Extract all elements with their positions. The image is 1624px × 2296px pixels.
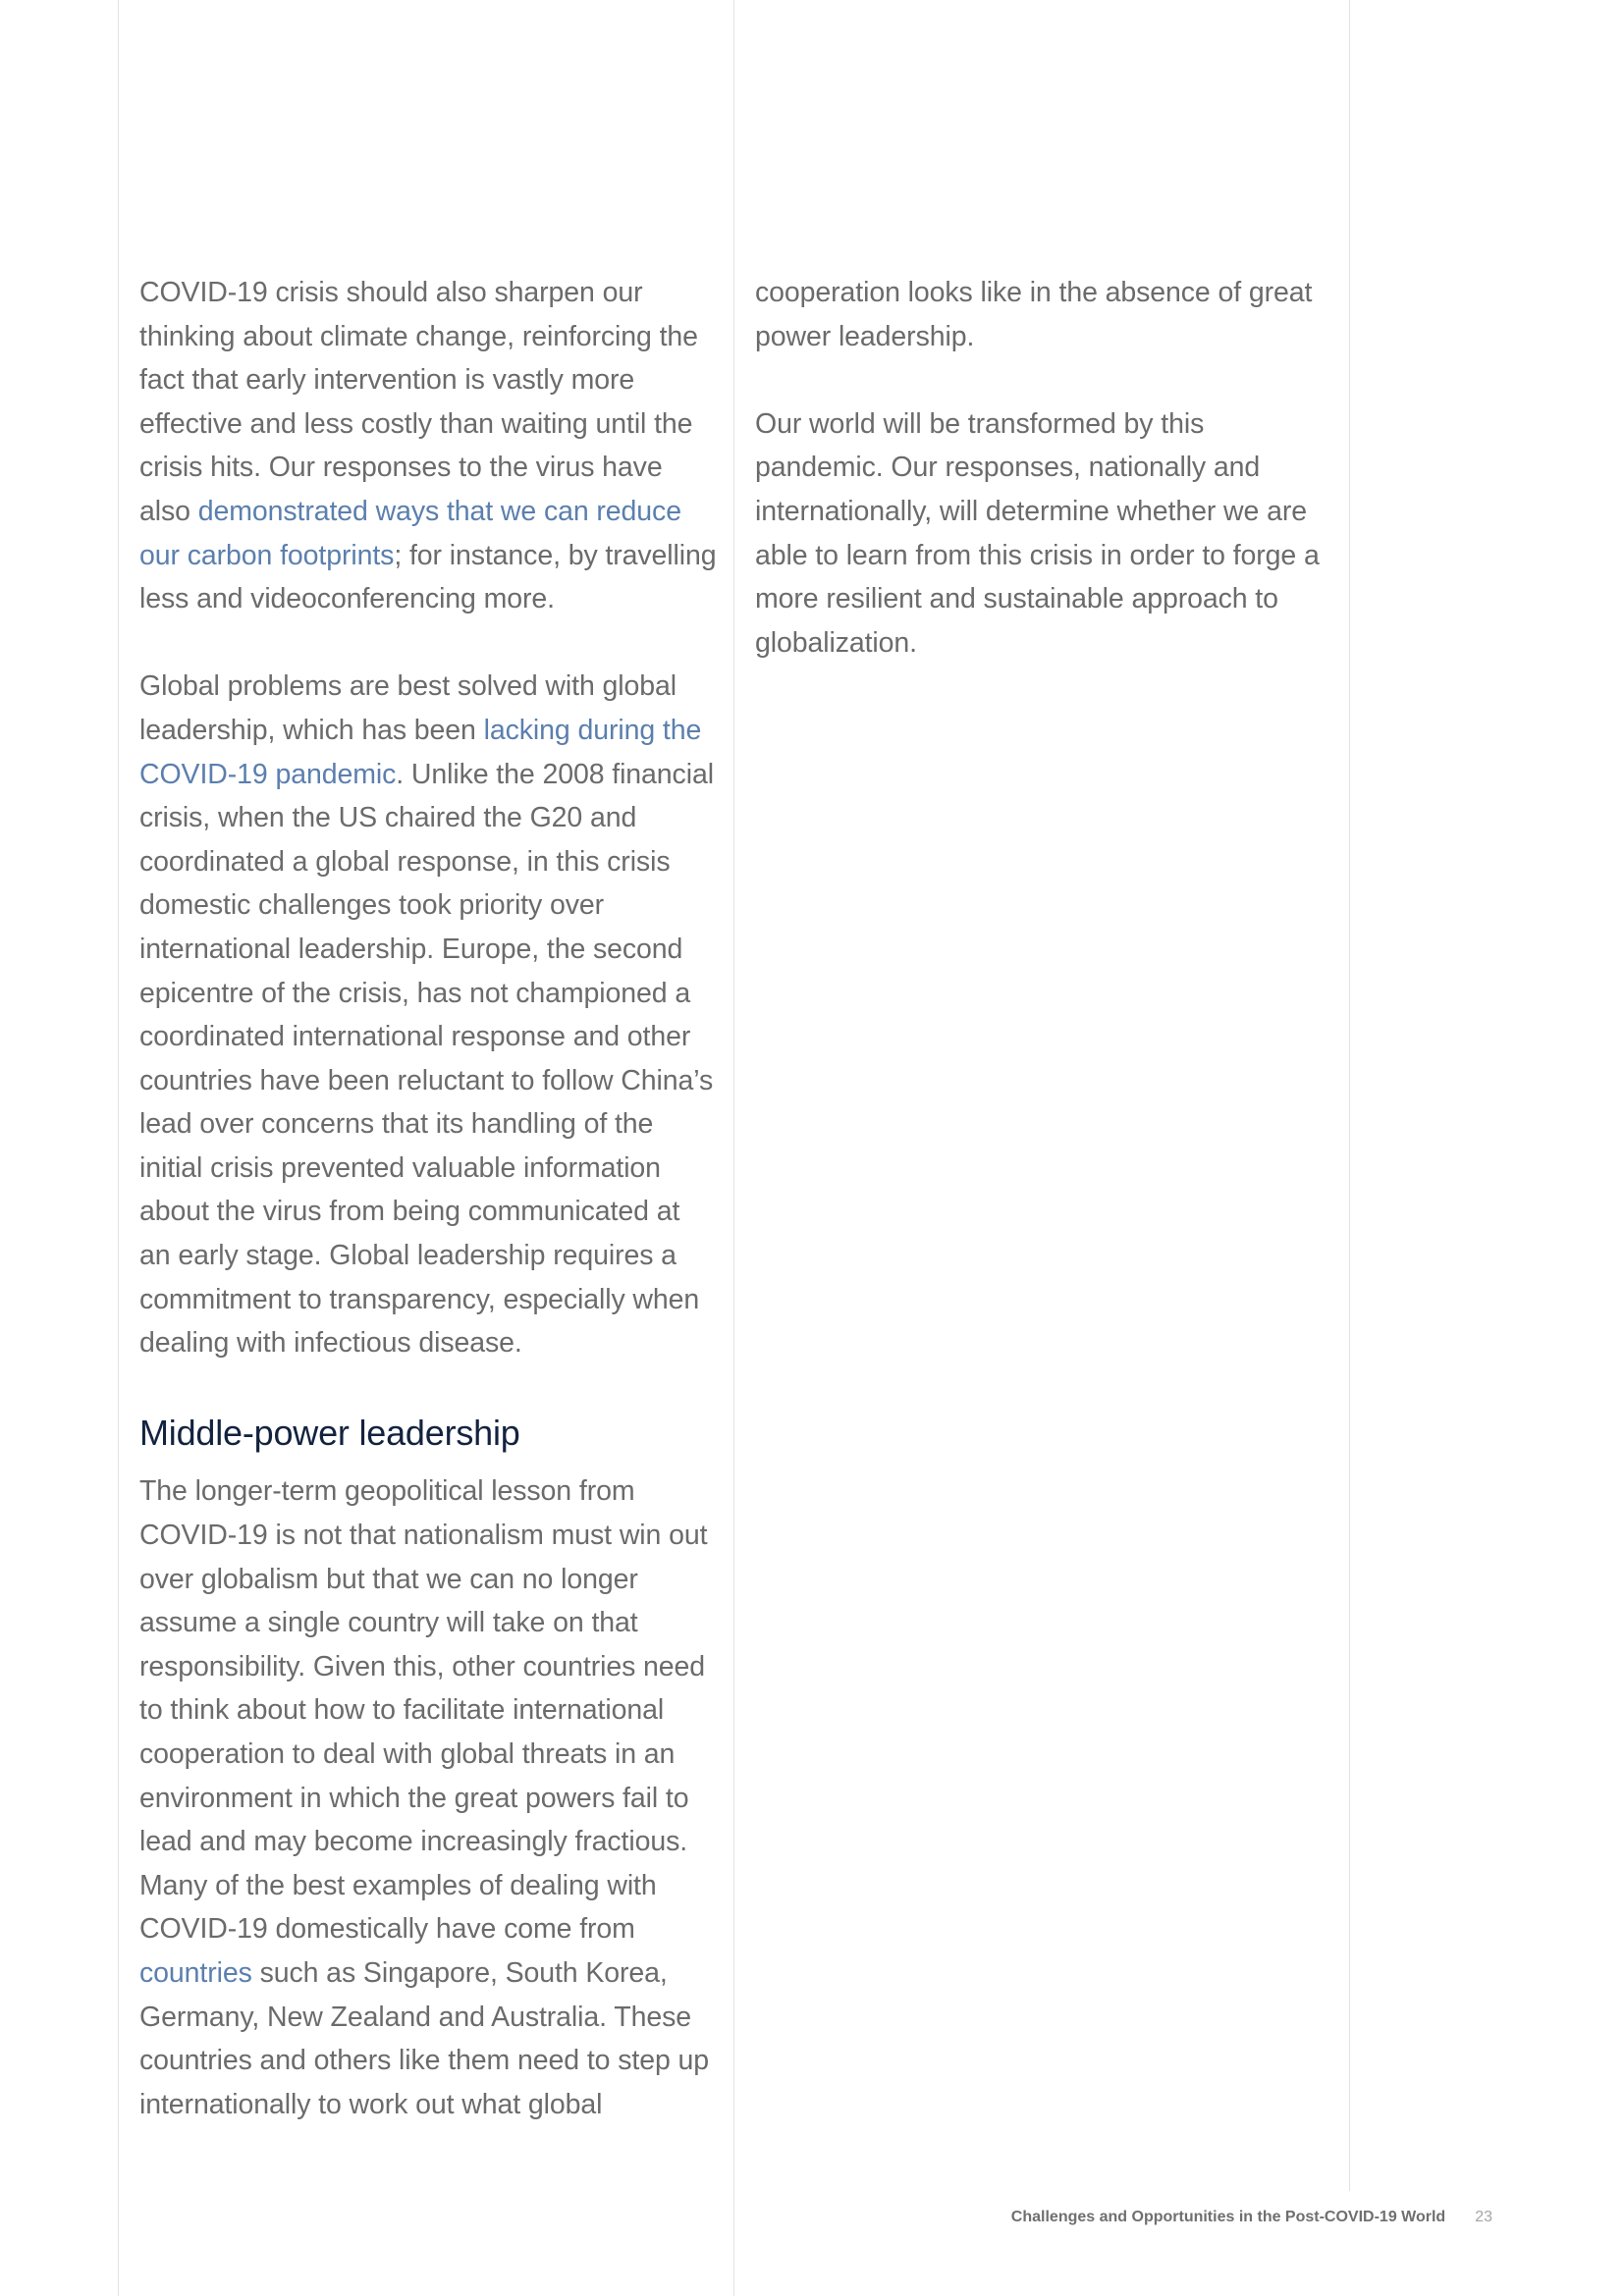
left-column	[139, 271, 717, 2126]
column-divider-left	[118, 0, 119, 2296]
column-divider-right	[1349, 0, 1350, 2191]
column-divider-middle	[733, 0, 734, 2296]
footer-title: Challenges and Opportunities in the Post-COVID-19 World	[1010, 2209, 1446, 2225]
paragraph-transformation: Our world will be transformed by this pandemic. Our responses, nationally and internationally, will determine whether we are able to learn from this crisis in order to forge a more resilient and sustainable approach to globalization.	[755, 407, 1320, 659]
lacking-leadership-link[interactable]: lacking during the COVID-19 pandemic	[139, 714, 702, 790]
paragraph-global-leadership	[139, 665, 717, 1365]
paragraph-cooperation: cooperation looks like in the absence of great power leadership.	[755, 277, 1313, 352]
paragraph-text: Global problems are best solved with global leadership, which has been	[139, 670, 677, 746]
countries-link[interactable]: countries	[139, 1956, 252, 1989]
carbon-footprints-link[interactable]: demonstrated ways that we can reduce our carbon footprints	[139, 495, 681, 571]
paragraph-text: ; for instance, by travelling less and videoconferencing more.	[139, 539, 717, 615]
page-number: 23	[1475, 2209, 1492, 2225]
paragraph-text: such as Singapore, South Korea, Germany, New Zealand and Australia. These countries and others like them need to step up internationally to work out what global	[139, 1956, 710, 2120]
paragraph-text: . Unlike the 2008 financial crisis, when the US chaired the G20 and coordinated a global response, in this crisis domestic challenges took priority over international leadership. Europe, the second epicentre of the crisis, has not championed a coordinated international response and other countries have been reluctant to follow China’s lead over concerns that its handling of the initial crisis prevented valuable information about the virus from being communicated at an early stage. Global leadership requires a commitment to transparency, especially when dealing with infectious disease.	[139, 758, 714, 1360]
right-column	[755, 271, 1336, 665]
paragraph-text: COVID-19 crisis should also sharpen our thinking about climate change, reinforcing the fact that early intervention is vastly more effective and less costly than waiting until the crisis hits. Our responses to the virus have also	[139, 277, 698, 527]
paragraph-climate	[139, 271, 717, 621]
section-heading: Middle-power leadership	[139, 1413, 520, 1454]
page-footer	[1011, 2207, 1492, 2228]
paragraph-text: The longer-term geopolitical lesson from COVID-19 is not that nationalism must win out over globalism but that we can no longer assume a single country will take on that responsibility. Given this, other countries need to think about how to facilitate international cooperation to deal with global threats in an environment in which the great powers fail to lead and may become increasingly fractious. Many of the best examples of dealing with COVID-19 domestically have come from	[139, 1475, 708, 1946]
paragraph-middle-power	[139, 1469, 717, 2126]
